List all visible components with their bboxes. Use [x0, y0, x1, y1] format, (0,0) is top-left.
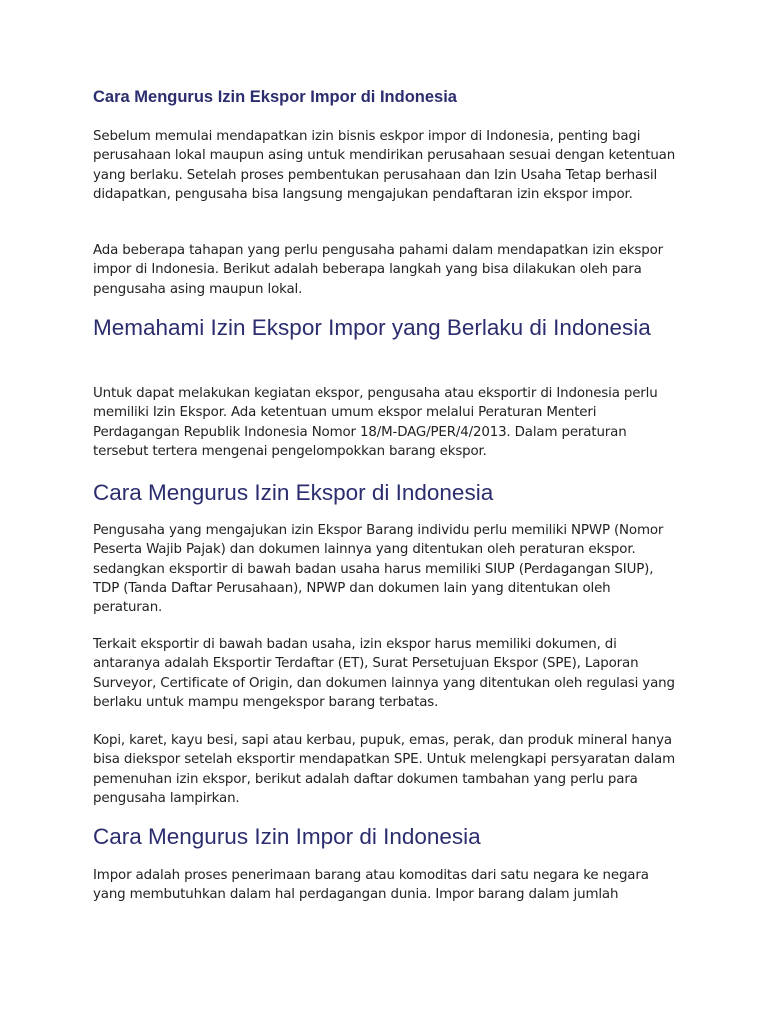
section-heading-izin-impor: Cara Mengurus Izin Impor di Indonesia	[93, 824, 481, 849]
section-2-paragraph-2: Terkait eksportir di bawah badan usaha, izin ekspor harus memiliki dokumen, di antaranya adalah Eksportir Terdaftar (ET), Surat Persetujuan Ekspor (SPE), Laporan Surveyor, Certificate of Origin, dan dokumen lainnya yang ditentukan oleh regulasi yang berlaku untuk mampu mengekspor barang terbatas.	[93, 637, 675, 710]
section-heading-izin-ekspor: Cara Mengurus Izin Ekspor di Indonesia	[93, 480, 494, 505]
intro-paragraph-2: Ada beberapa tahapan yang perlu pengusaha pahami dalam mendapatkan izin ekspor impor di Indonesia. Berikut adalah beberapa langkah yang bisa dilakukan oleh para pengusaha asing maupun lokal.	[93, 243, 663, 297]
section-3-paragraph-1: Impor adalah proses penerimaan barang atau komoditas dari satu negara ke negara yang membutuhkan dalam hal perdagangan dunia. Impor barang dalam jumlah	[93, 868, 649, 903]
document-title: Cara Mengurus Izin Ekspor Impor di Indonesia	[93, 88, 457, 106]
section-2-paragraph-3: Kopi, karet, kayu besi, sapi atau kerbau, pupuk, emas, perak, dan produk mineral hanya bisa diekspor setelah eksportir mendapatkan SPE. Untuk melengkapi persyaratan dalam pemenuhan izin ekspor, berikut adalah daftar dokumen tambahan yang perlu para pengusaha lampirkan.	[93, 733, 675, 806]
section-1-paragraph-1: Untuk dapat melakukan kegiatan ekspor, pengusaha atau eksportir di Indonesia perlu memiliki Izin Ekspor. Ada ketentuan umum ekspor melalui Peraturan Menteri Perdagangan Republik Indonesia Nomor 18/M-DAG/PER/4/2013. Dalam peraturan tersebut tertera mengenai pengelompokkan barang ekspor.	[93, 386, 658, 459]
intro-paragraph-1: Sebelum memulai mendapatkan izin bisnis eskpor impor di Indonesia, penting bagi perusahaan lokal maupun asing untuk mendirikan perusahaan sesuai dengan ketentuan yang berlaku. Setelah proses pembentukan perusahaan dan Izin Usaha Tetap berhasil didapatkan, pengusaha bisa langsung mengajukan pendaftaran izin ekspor impor.	[93, 129, 676, 202]
section-heading-memahami-izin: Memahami Izin Ekspor Impor yang Berlaku di Indonesia	[93, 315, 651, 340]
section-2-paragraph-1: Pengusaha yang mengajukan izin Ekspor Barang individu perlu memiliki NPWP (Nomor Peserta Wajib Pajak) dan dokumen lainnya yang ditentukan oleh peraturan ekspor. sedangkan eksportir di bawah badan usaha harus memiliki SIUP (Perdagangan SIUP), TDP (Tanda Daftar Perusahaan), NPWP dan dokumen lain yang ditentukan oleh peraturan.	[93, 523, 664, 616]
